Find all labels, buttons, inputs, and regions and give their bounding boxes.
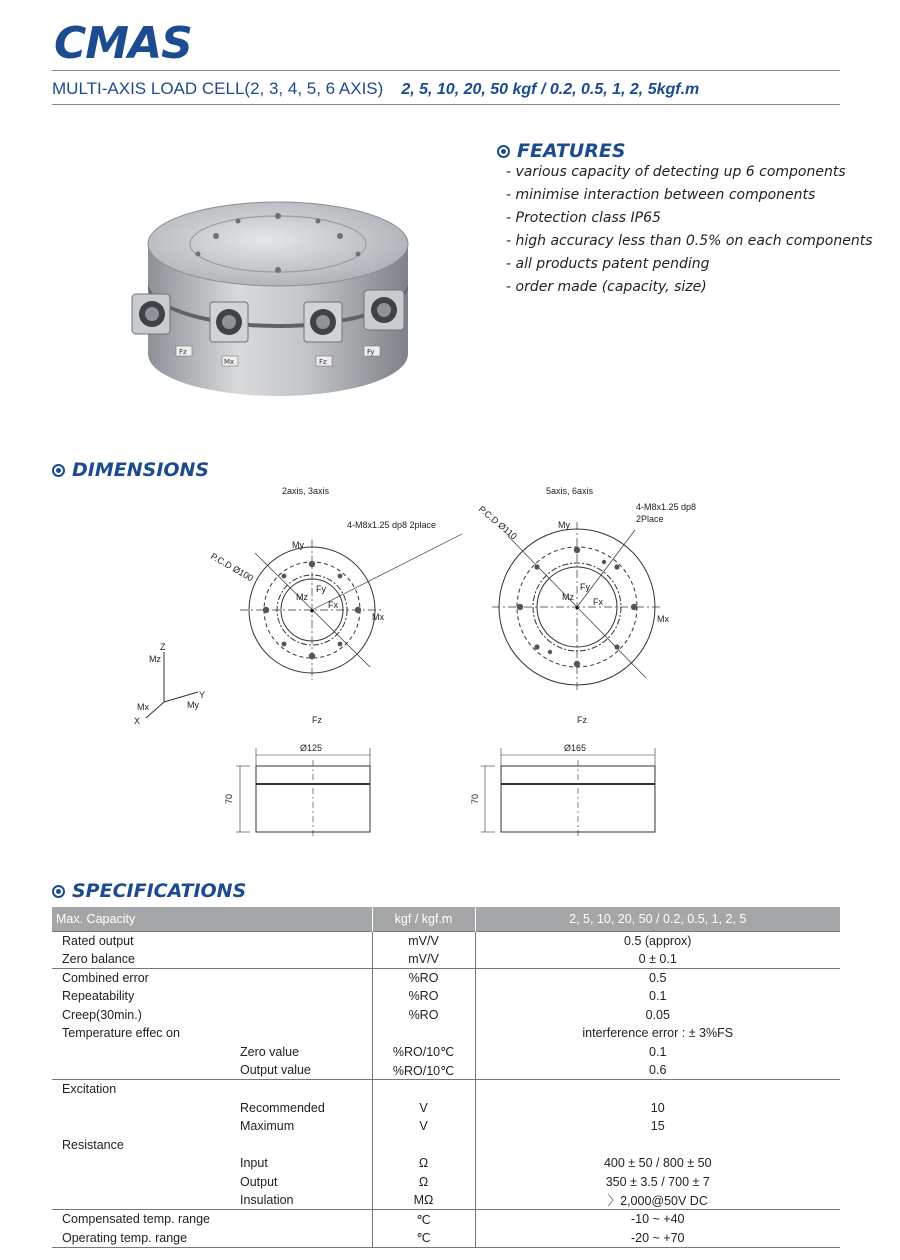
table-row	[52, 1005, 840, 1024]
spec-label: Creep(30min.)	[62, 1007, 142, 1022]
spec-value: 350 ± 3.5 / 700 ± 7	[475, 1173, 840, 1192]
spec-label: Output	[240, 1175, 278, 1190]
feature-item: - order made (capacity, size)	[506, 279, 707, 295]
specifications-title: SPECIFICATIONS	[72, 880, 247, 902]
spec-label: Temperature effec on	[62, 1026, 180, 1041]
features-heading	[497, 140, 626, 162]
right-fy-label: Fy	[580, 582, 590, 592]
spec-unit: %RO	[372, 1005, 475, 1024]
spec-value: 0.5 (approx)	[475, 931, 840, 950]
spec-label: Repeatability	[62, 989, 135, 1004]
spec-unit: ℃	[372, 1229, 475, 1248]
spec-label: Combined error	[52, 968, 372, 987]
product-name: MULTI-AXIS LOAD CELL(2, 3, 4, 5, 6 AXIS)	[52, 79, 384, 98]
table-row	[52, 1191, 840, 1210]
spec-unit: V	[372, 1098, 475, 1117]
spec-unit: MΩ	[372, 1191, 475, 1210]
spec-label: Operating temp. range	[52, 1229, 372, 1248]
spec-label: Rated output	[52, 931, 372, 950]
svg-text:●: ●	[309, 606, 315, 615]
table-row	[52, 1043, 840, 1062]
axis-z-label: Z	[160, 642, 166, 652]
spec-label: Maximum	[240, 1119, 295, 1134]
column-header: 2, 5, 10, 20, 50 / 0.2, 0.5, 1, 2, 5	[475, 907, 840, 931]
features-list	[506, 161, 873, 299]
spec-label: Input	[240, 1156, 268, 1171]
spec-unit: V	[372, 1117, 475, 1136]
connector-label: Fz	[179, 348, 187, 356]
capacity-range: 2, 5, 10, 20, 50 kgf / 0.2, 0.5, 1, 2, 5kgf.m	[401, 81, 700, 98]
spec-value: 0.1	[475, 1043, 840, 1062]
spec-value	[475, 1080, 840, 1099]
feature-item: - Protection class IP65	[506, 210, 661, 226]
right-side-view	[481, 748, 655, 838]
spec-value	[475, 1136, 840, 1155]
table-row	[52, 1098, 840, 1117]
spec-value: 0.6	[475, 1061, 840, 1080]
spec-unit: %RO/10℃	[372, 1061, 475, 1080]
spec-label: Insulation	[240, 1193, 294, 1208]
spec-value: interference error : ± 3%FS	[475, 1024, 840, 1043]
left-mz-label: Mz	[296, 592, 308, 602]
spec-label: Output value	[240, 1063, 311, 1078]
right-fx-label: Fx	[593, 597, 603, 607]
brand-logo: CMAS	[54, 18, 192, 69]
spec-unit: Ω	[372, 1173, 475, 1192]
spec-value: 400 ± 50 / 800 ± 50	[475, 1154, 840, 1173]
right-caption: 5axis, 6axis	[546, 486, 594, 496]
right-mx-label: Mx	[657, 614, 669, 624]
left-my-label: My	[292, 540, 304, 550]
table-row	[52, 931, 840, 950]
axis-mx-label: Mx	[137, 702, 149, 712]
spec-unit: %RO	[372, 968, 475, 987]
spec-unit: Ω	[372, 1154, 475, 1173]
right-thread-label-1: 4-M8x1.25 dp8	[636, 502, 697, 512]
spec-label: Zero balance	[62, 951, 135, 966]
left-width-label: Ø125	[300, 743, 323, 753]
table-row	[52, 1173, 840, 1192]
axis-y-label: Y	[199, 690, 206, 700]
axis-x-label: X	[134, 716, 141, 726]
target-bullet-icon	[52, 885, 65, 898]
left-side-view	[236, 748, 370, 838]
dimensions-title: DIMENSIONS	[72, 459, 210, 481]
column-header: kgf / kgf.m	[372, 907, 475, 931]
table-row	[52, 968, 840, 987]
svg-text:●: ●	[574, 603, 580, 612]
spec-unit	[372, 1080, 475, 1099]
table-row	[52, 987, 840, 1006]
table-row	[52, 1080, 840, 1099]
spec-unit	[372, 1024, 475, 1043]
table-row	[52, 1117, 840, 1136]
header-rule	[52, 70, 840, 71]
table-header-row	[52, 907, 840, 931]
spec-value: 10	[475, 1098, 840, 1117]
connector-label: Fz	[319, 358, 327, 366]
table-row	[52, 1229, 840, 1248]
table-row	[52, 1061, 840, 1080]
right-height-label: 70	[470, 793, 480, 804]
spec-value: 0.1	[475, 987, 840, 1006]
spec-unit: ℃	[372, 1210, 475, 1229]
axis-my-label: My	[187, 700, 199, 710]
spec-unit: %RO	[372, 987, 475, 1006]
product-title	[52, 79, 699, 99]
feature-item: - all products patent pending	[506, 256, 710, 272]
spec-value: 0 ± 0.1	[475, 950, 840, 969]
feature-item: - various capacity of detecting up 6 components	[506, 164, 846, 180]
table-row	[52, 1136, 840, 1155]
target-bullet-icon	[497, 145, 510, 158]
specifications-heading	[52, 880, 246, 902]
left-top-view	[240, 534, 462, 680]
specifications-table	[52, 907, 840, 1248]
product-photo	[128, 186, 428, 398]
right-mz-label: Mz	[562, 592, 574, 602]
right-fz-label: Fz	[577, 715, 587, 725]
left-fz-label: Fz	[312, 715, 322, 725]
left-pcd-label: P.C.D Ø100	[209, 551, 256, 584]
left-fy-label: Fy	[316, 584, 326, 594]
subtitle-rule	[52, 104, 840, 105]
spec-label: Compensated temp. range	[52, 1210, 372, 1229]
spec-label: Zero value	[240, 1044, 300, 1059]
spec-value: 〉2,000@50V DC	[475, 1191, 840, 1210]
spec-value: -20 ~ +70	[475, 1229, 840, 1248]
left-fx-label: Fx	[328, 600, 338, 610]
spec-label: Resistance	[62, 1137, 124, 1152]
feature-item: - minimise interaction between components	[506, 187, 816, 203]
table-row	[52, 1024, 840, 1043]
spec-value: 15	[475, 1117, 840, 1136]
right-pcd-label: P.C.D Ø110	[476, 503, 519, 542]
right-width-label: Ø165	[564, 743, 587, 753]
left-caption: 2axis, 3axis	[282, 486, 330, 496]
spec-label: Excitation	[52, 1080, 372, 1099]
spec-value: 0.5	[475, 968, 840, 987]
spec-value: -10 ~ +40	[475, 1210, 840, 1229]
spec-unit: mV/V	[372, 931, 475, 950]
left-mx-label: Mx	[372, 612, 384, 622]
spec-label: Recommended	[240, 1100, 325, 1115]
connector-label: Fy	[367, 348, 375, 356]
spec-value: 0.05	[475, 1005, 840, 1024]
spec-unit: %RO/10℃	[372, 1043, 475, 1062]
axis-mz-label: Mz	[149, 654, 161, 664]
connector-label: Mx	[224, 358, 235, 366]
table-row	[52, 950, 840, 969]
spec-unit: mV/V	[372, 950, 475, 969]
left-thread-label: 4-M8x1.25 dp8 2place	[347, 520, 437, 530]
dimension-drawings	[0, 470, 900, 850]
features-title: FEATURES	[517, 140, 626, 162]
spec-unit	[372, 1136, 475, 1155]
specifications-body	[52, 931, 840, 1247]
left-height-label: 70	[224, 793, 234, 804]
table-row	[52, 1210, 840, 1229]
feature-item: - high accuracy less than 0.5% on each components	[506, 233, 873, 249]
table-row	[52, 1154, 840, 1173]
right-my-label: My	[558, 520, 570, 530]
right-thread-label-2: 2Place	[636, 514, 664, 524]
column-header: Max. Capacity	[52, 907, 372, 931]
